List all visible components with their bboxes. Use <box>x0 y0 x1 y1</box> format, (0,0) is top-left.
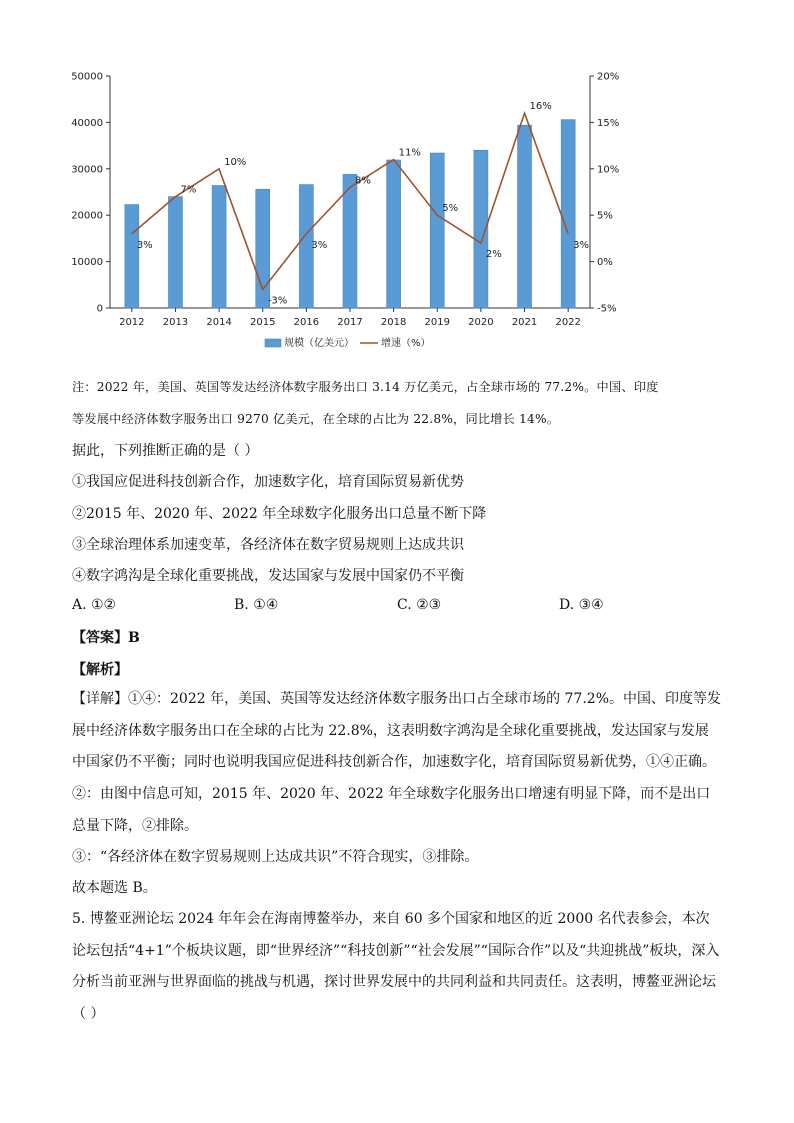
x-tick-label: 2022 <box>555 317 581 328</box>
growth-label-2012: 3% <box>136 239 153 251</box>
legend-bar-swatch <box>265 339 281 347</box>
x-tick-label: 2014 <box>206 317 232 328</box>
digital-services-export-chart <box>60 62 640 362</box>
growth-label-2018: 11% <box>398 147 421 159</box>
x-tick-label: 2012 <box>119 317 145 328</box>
growth-label-2014: 10% <box>224 156 247 168</box>
growth-label-2017: 8% <box>355 175 371 187</box>
right-tick-label: -5% <box>597 303 617 315</box>
growth-label-2022: 3% <box>573 239 590 251</box>
x-tick-label: 2021 <box>511 317 538 328</box>
analysis-tag: 【解析】 <box>72 662 128 678</box>
x-tick-label: 2016 <box>293 317 320 328</box>
right-tick-label: 0% <box>597 257 613 269</box>
statement-2: ②2015 年、2020 年、2022 年全球数字化服务出口总量不断下降 <box>72 506 487 522</box>
x-tick-label: 2019 <box>424 317 450 328</box>
left-tick-label: 40000 <box>71 117 103 129</box>
bar-2022 <box>561 120 575 308</box>
bar-2021 <box>518 125 532 308</box>
left-tick-label: 20000 <box>71 210 103 222</box>
statement-4: ④数字鸿沟是全球化重要挑战，发达国家与发展中国家仍不平衡 <box>72 568 464 584</box>
analysis-point-2: ②：由图中信息可知，2015 年、2020 年、2022 年全球数字化服务出口增速有明显下降，而不是出口总量下降，②排除。 <box>72 786 711 834</box>
right-tick-label: 20% <box>597 71 620 83</box>
option-c: C. ②③ <box>397 597 442 613</box>
growth-label-2013: 7% <box>180 184 197 196</box>
left-tick-label: 50000 <box>71 71 103 83</box>
option-b: B. ①④ <box>234 597 279 613</box>
right-tick-label: 10% <box>597 164 620 176</box>
growth-label-2015: -3% <box>267 295 288 307</box>
option-d: D. ③④ <box>559 597 604 613</box>
chart-note-line-1: 注：2022 年，美国、英国等发达经济体数字服务出口 3.14 万亿美元，占全球市场的 77.2%。中国、印度 <box>72 380 659 394</box>
legend-line-label: 增速（%） <box>381 338 431 349</box>
bar-2017 <box>343 174 357 308</box>
growth-label-2020: 2% <box>485 249 502 261</box>
x-tick-label: 2017 <box>337 317 363 328</box>
left-tick-label: 0 <box>96 303 103 315</box>
option-a: A. ①② <box>72 597 117 613</box>
chart-note-line-2: 等发展中经济体数字服务出口 9270 亿美元，在全球的占比为 22.8%，同比增长 14%。 <box>72 412 560 426</box>
growth-label-2016: 3% <box>311 239 328 251</box>
analysis-point-3: ③：“各经济体在数字贸易规则上达成共识”不符合现实，③排除。 <box>72 849 479 865</box>
question-stem: 据此，下列推断正确的是（ ） <box>72 443 259 459</box>
x-tick-label: 2020 <box>468 317 494 328</box>
right-tick-label: 15% <box>597 117 620 129</box>
statement-1: ①我国应促进科技创新合作，加速数字化，培育国际贸易新优势 <box>72 474 464 490</box>
bar-2013 <box>168 197 182 308</box>
x-tick-label: 2018 <box>380 317 407 328</box>
growth-label-2019: 5% <box>442 203 459 215</box>
growth-label-2021: 16% <box>529 101 552 113</box>
bar-2014 <box>212 186 226 308</box>
legend-bar-label: 规模（亿美元） <box>284 338 354 349</box>
analysis-conclusion: 故本题选 B。 <box>72 880 157 896</box>
question-5: 5. 博鳌亚洲论坛 2024 年年会在海南博鳌举办，来自 60 多个国家和地区的近 2000 名代表参会，本次论坛包括“4+1”个板块议题，即“世界经济”“科技创新”“社会发展”“国际合作”以及“共迎挑战”板块，深入分析当前亚洲与世界面临的挑战与机遇，探讨世界发展中的共同利益和共同责任。这表明，博鳌亚洲论坛（ ） <box>72 911 720 1022</box>
left-tick-label: 30000 <box>71 164 103 176</box>
bar-2019 <box>430 153 444 308</box>
statement-3: ③全球治理体系加速变革，各经济体在数字贸易规则上达成共识 <box>72 537 464 553</box>
right-tick-label: 5% <box>597 210 613 222</box>
bar-2018 <box>387 160 401 308</box>
analysis-detail: 【详解】①④：2022 年，美国、英国等发达经济体数字服务出口占全球市场的 77.2%。中国、印度等发展中经济体数字服务出口在全球的占比为 22.8%，这表明数字鸿沟是全球化重要挑战，发达国家与发展中国家仍不平衡；同时也说明我国应促进科技创新合作，加速数字化，培育国际贸易新优势，①④正确。 <box>72 691 722 770</box>
bar-2012 <box>125 205 139 308</box>
answer-line: 【答案】B <box>72 630 140 646</box>
x-tick-label: 2013 <box>162 317 189 328</box>
x-tick-label: 2015 <box>250 317 276 328</box>
left-tick-label: 10000 <box>71 257 103 269</box>
